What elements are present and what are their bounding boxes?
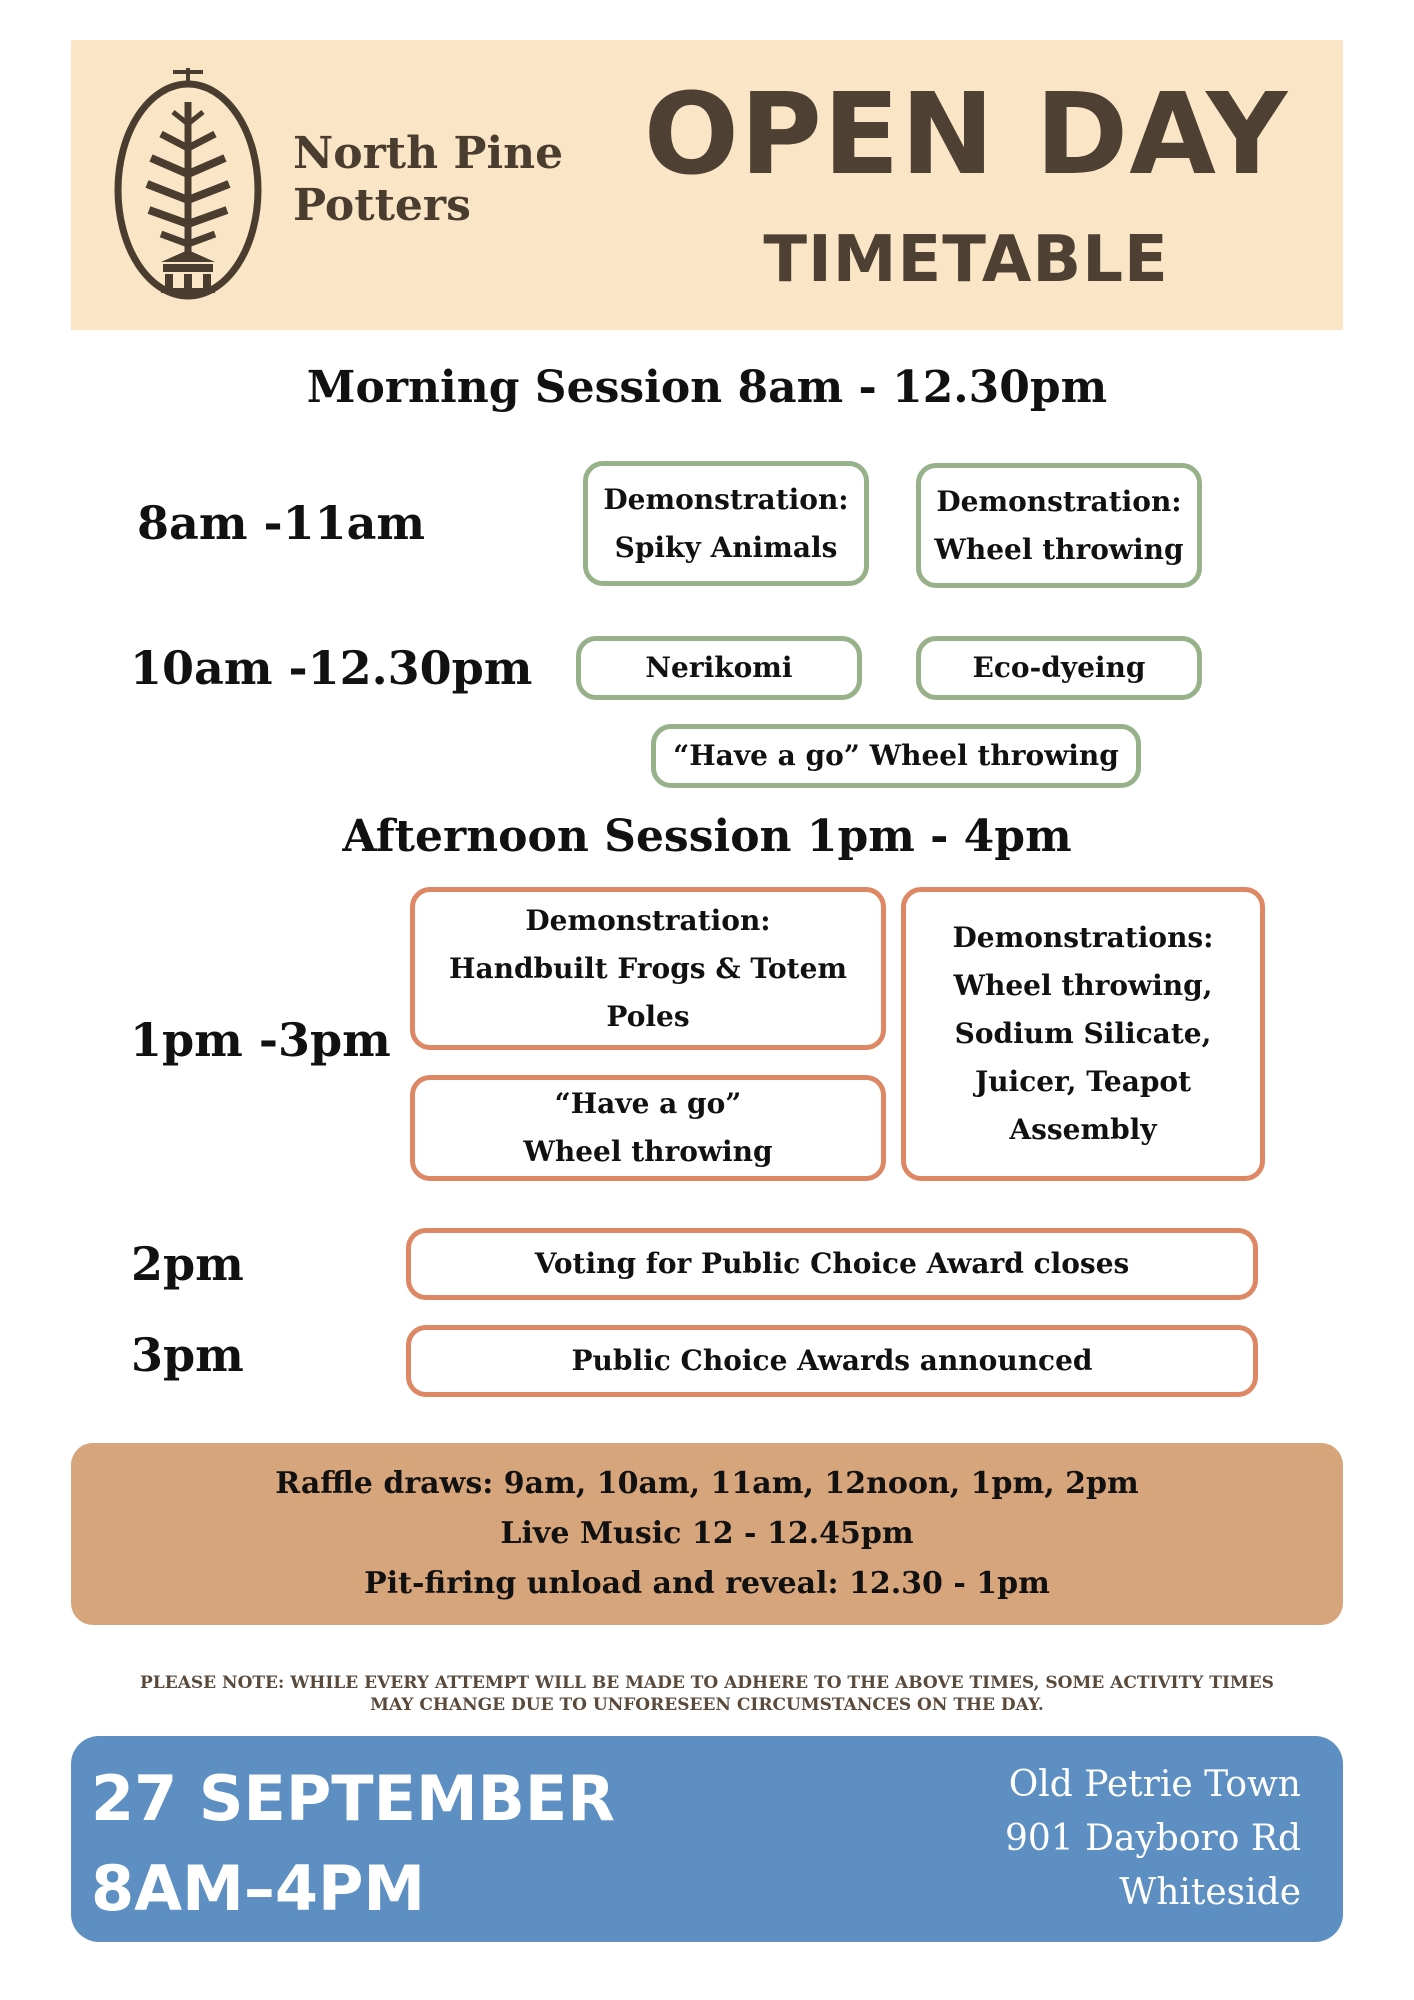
disclaimer-note: [80, 1672, 1334, 1716]
extra-activities-panel: [71, 1443, 1343, 1625]
voting-closes-box: Voting for Public Choice Award closes: [406, 1228, 1258, 1300]
box-line: Demonstration:: [525, 903, 771, 937]
brand-line-2: Potters: [293, 180, 471, 231]
venue-name: Old Petrie Town: [1008, 1764, 1301, 1805]
event-date: 27 SEPTEMBER: [91, 1762, 616, 1835]
box-line: Wheel throwing: [523, 1135, 773, 1168]
live-music-text: Live Music 12 - 12.45pm: [500, 1516, 914, 1551]
street-address: 901 Dayboro Rd: [1004, 1818, 1301, 1859]
time-8am-11am: 8am -11am: [137, 496, 426, 550]
wheel-throwing-demo-box: [916, 463, 1202, 588]
multiple-demonstrations-box: [901, 887, 1265, 1181]
box-line: Wheel throwing: [934, 532, 1184, 566]
have-a-go-wheel-box: “Have a go” Wheel throwing: [651, 724, 1141, 788]
event-date-time: [91, 1754, 615, 1934]
event-details-footer: [71, 1736, 1343, 1942]
header-banner: [71, 40, 1343, 330]
box-line: Sodium Silicate,: [954, 1017, 1212, 1050]
note-line-2: MAY CHANGE DUE TO UNFORESEEN CIRCUMSTANCES ON THE DAY.: [370, 1695, 1044, 1715]
spiky-animals-demo-box: [583, 461, 869, 586]
box-line: Demonstration:: [603, 482, 849, 516]
pine-tree-logo-icon: [111, 62, 266, 302]
awards-announced-box: Public Choice Awards announced: [406, 1325, 1258, 1397]
pit-firing-text: Pit-firing unload and reveal: 12.30 - 1pm: [364, 1566, 1050, 1601]
event-hours: 8AM–4PM: [91, 1852, 426, 1925]
box-line: Demonstration:: [936, 484, 1182, 518]
afternoon-session-heading: Afternoon Session 1pm - 4pm: [342, 811, 1072, 862]
nerikomi-box: Nerikomi: [576, 636, 862, 700]
suburb-name: Whiteside: [1119, 1872, 1301, 1913]
box-line: Poles: [606, 999, 690, 1033]
raffle-draws-text: Raffle draws: 9am, 10am, 11am, 12noon, 1pm, 2pm: [275, 1466, 1139, 1501]
morning-session-heading: Morning Session 8am - 12.30pm: [306, 362, 1108, 413]
time-3pm: 3pm: [131, 1328, 244, 1382]
box-line: Demonstrations:: [952, 921, 1214, 954]
box-line: Spiky Animals: [614, 530, 838, 564]
time-1pm-3pm: 1pm -3pm: [130, 1013, 391, 1067]
time-2pm: 2pm: [131, 1237, 244, 1291]
box-line: Juicer, Teapot: [974, 1065, 1192, 1098]
time-10am-1230pm: 10am -12.30pm: [130, 641, 533, 695]
note-line-1: PLEASE NOTE: WHILE EVERY ATTEMPT WILL BE MADE TO ADHERE TO THE ABOVE TIMES, SOME ACTIVITY TIMES: [140, 1673, 1274, 1693]
page-subtitle: TIMETABLE: [763, 223, 1169, 297]
page-title: OPEN DAY: [643, 70, 1289, 200]
event-address: [1005, 1758, 1301, 1920]
box-line: Handbuilt Frogs & Totem: [448, 951, 848, 985]
handbuilt-frogs-demo-box: [410, 887, 886, 1050]
eco-dyeing-box: Eco-dyeing: [916, 636, 1202, 700]
box-line: Assembly: [1009, 1113, 1157, 1146]
box-line: “Have a go”: [554, 1087, 742, 1120]
have-a-go-afternoon-box: [410, 1075, 886, 1181]
brand-line-1: North Pine: [293, 128, 564, 179]
brand-name: [293, 128, 563, 232]
box-line: Wheel throwing,: [953, 969, 1213, 1002]
